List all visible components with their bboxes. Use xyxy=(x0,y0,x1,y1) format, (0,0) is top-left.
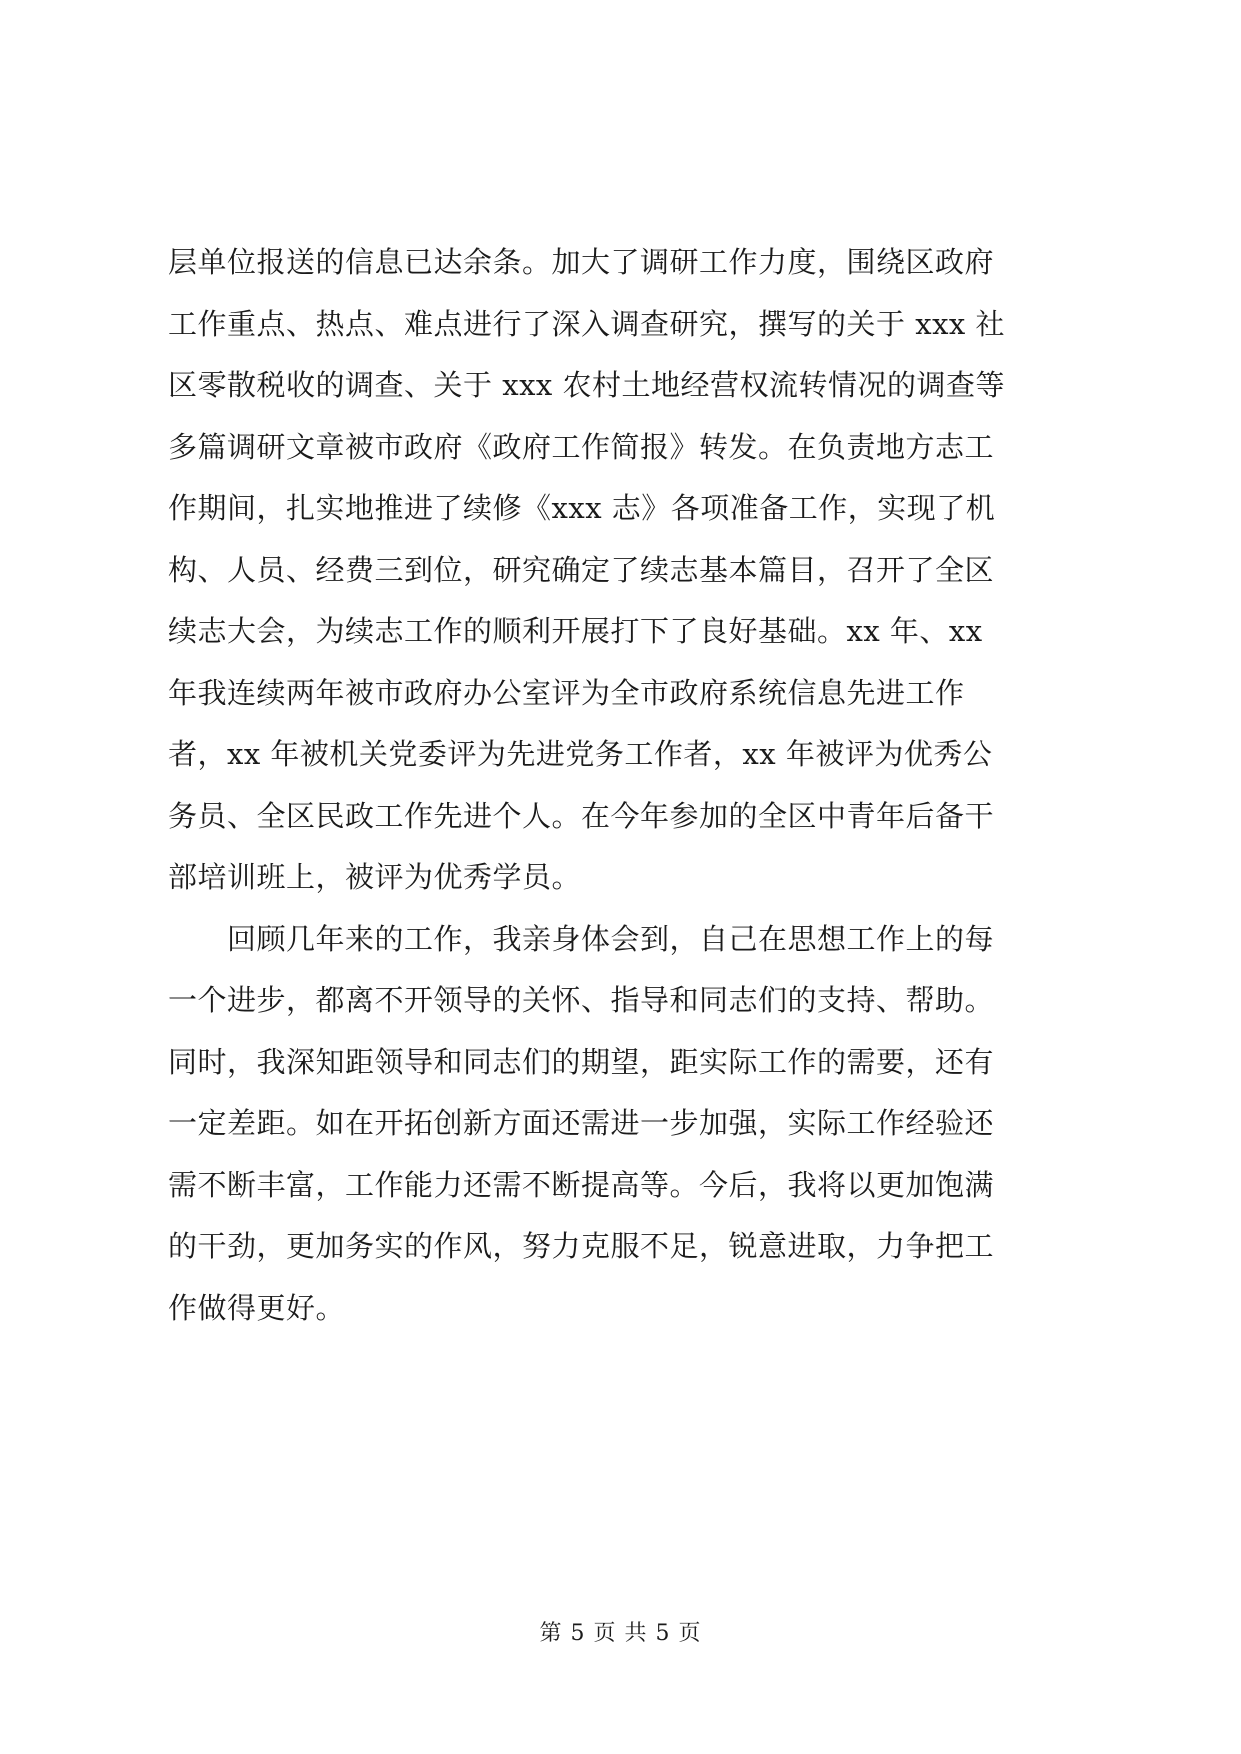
text-line: 构、人员、经费三到位，研究确定了续志基本篇目，召开了全区 xyxy=(168,552,995,587)
text-line: 年我连续两年被市政府办公室评为全市政府系统信息先进工作 xyxy=(168,675,965,710)
page-number-footer: 第 5 页 共 5 页 xyxy=(539,1621,702,1646)
text-line: 多篇调研文章被市政府《政府工作简报》转发。在负责地方志工 xyxy=(168,429,995,464)
text-line: 作期间，扎实地推进了续修《xxx 志》各项准备工作，实现了机 xyxy=(168,491,996,525)
text-line: 一个进步，都离不开领导的关怀、指导和同志们的支持、帮助。 xyxy=(168,983,995,1017)
text-line: 同时，我深知距领导和同志们的期望，距实际工作的需要，还有 xyxy=(168,1044,995,1079)
text-line: 区零散税收的调查、关于 xxx 农村土地经营权流转情况的调查等 xyxy=(168,368,1006,402)
text-line: 层单位报送的信息已达余条。加大了调研工作力度，围绕区政府 xyxy=(168,245,995,279)
text-line: 需不断丰富，工作能力还需不断提高等。今后，我将以更加饱满 xyxy=(168,1167,995,1202)
text-line: 务员、全区民政工作先进个人。在今年参加的全区中青年后备干 xyxy=(168,798,995,833)
text-line: 续志大会，为续志工作的顺利开展打下了良好基础。xx 年、xx xyxy=(168,614,983,648)
text-line: 部培训班上，被评为优秀学员。 xyxy=(168,860,582,894)
text-line: 者，xx 年被机关党委评为先进党务工作者，xx 年被评为优秀公 xyxy=(168,737,993,771)
text-line: 作做得更好。 xyxy=(168,1290,346,1325)
document-body xyxy=(168,232,1088,1339)
text-line: 回顾几年来的工作，我亲身体会到，自己在思想工作上的每 xyxy=(168,921,995,956)
text-line: 一定差距。如在开拓创新方面还需进一步加强，实际工作经验还 xyxy=(168,1106,995,1140)
text-line: 工作重点、热点、难点进行了深入调查研究，撰写的关于 xxx 社 xyxy=(168,306,1006,341)
text-line: 的干劲，更加务实的作风，努力克服不足，锐意进取，力争把工 xyxy=(168,1229,995,1263)
